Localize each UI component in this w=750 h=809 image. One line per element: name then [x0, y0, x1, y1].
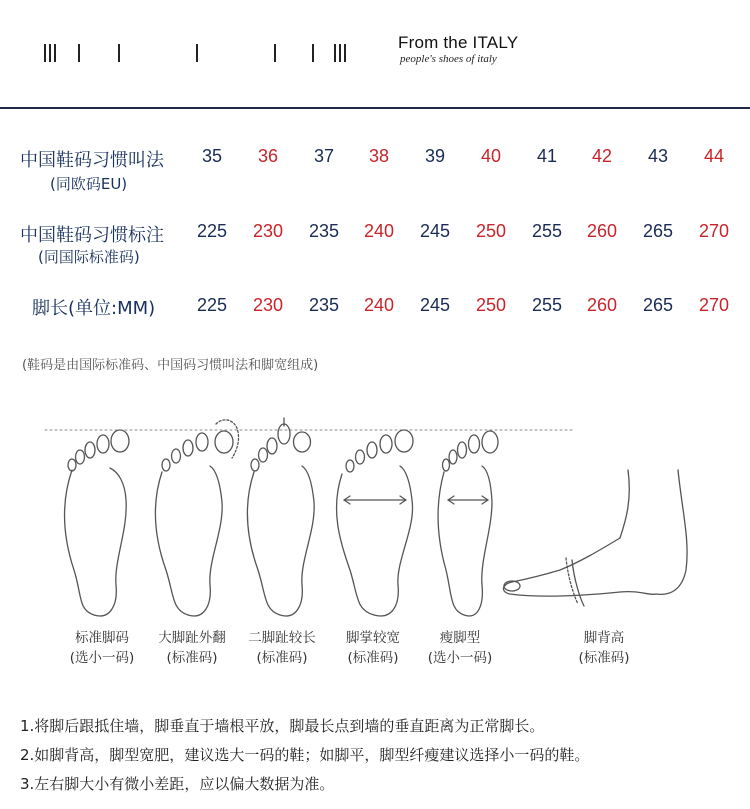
row-label: 脚长(单位:MM): [32, 298, 156, 319]
foot-standard-icon: [65, 430, 129, 616]
size-cell: 235: [308, 221, 340, 241]
size-cell: 270: [698, 295, 730, 315]
size-cell: 39: [424, 146, 446, 166]
size-cell: 270: [698, 221, 730, 241]
foot-type-advice: (选小一码): [427, 650, 493, 666]
measuring-tips: [20, 716, 589, 803]
size-cell: 230: [252, 221, 284, 241]
row-label: 中国鞋码习惯叫法: [20, 150, 164, 171]
foot-type-advice: (标准码): [166, 650, 218, 666]
row-sublabel: (同欧码EU): [50, 175, 128, 193]
size-cell: 250: [475, 221, 507, 241]
size-cell: 40: [480, 146, 502, 166]
size-row-eu: [0, 140, 750, 200]
size-cell: 260: [586, 221, 618, 241]
foot-high-instep-icon: [503, 470, 687, 606]
foot-bunion-icon: [155, 420, 238, 616]
foot-type-label: 二脚趾较长: [248, 630, 316, 646]
row-sublabel: (同国际标准码): [38, 248, 140, 266]
foot-type-label: 瘦脚型: [439, 630, 481, 646]
foot-type-advice: (标准码): [256, 650, 308, 666]
header: [0, 0, 750, 108]
size-cell: 38: [368, 146, 390, 166]
foot-long-second-toe-icon: [247, 418, 314, 616]
size-cell: 235: [308, 295, 340, 315]
size-row-standard: [0, 215, 750, 275]
size-cell: 37: [313, 146, 335, 166]
size-row-foot-length: [0, 290, 750, 350]
row-label: 中国鞋码习惯标注: [20, 225, 164, 246]
brand-subtitle: people's shoes of italy: [400, 53, 497, 65]
size-cell: 255: [531, 295, 563, 315]
foot-type-advice: (选小一码): [69, 650, 135, 666]
size-note: (鞋码是由国际标准码、中国码习惯叫法和脚宽组成): [22, 358, 319, 373]
size-cell: 43: [647, 146, 669, 166]
size-cell: 230: [252, 295, 284, 315]
tip-line: 3.左右脚大小有微小差距，应以偏大数据为准。: [20, 775, 335, 793]
foot-type-label: 大脚趾外翻: [158, 630, 226, 646]
tip-line: 2.如脚背高，脚型宽肥，建议选大一码的鞋；如脚平，脚型纤瘦建议选择小一码的鞋。: [20, 746, 590, 764]
size-cell: 255: [531, 221, 563, 241]
foot-type-label: 标准脚码: [75, 630, 129, 646]
size-cell: 245: [419, 221, 451, 241]
size-cell: 225: [196, 295, 228, 315]
foot-type-advice: (标准码): [578, 650, 630, 666]
size-cell: 240: [363, 221, 395, 241]
brand-title: From the ITALY: [398, 33, 519, 52]
size-cell: 260: [586, 295, 618, 315]
foot-type-advice: (标准码): [347, 650, 399, 666]
foot-slim-icon: [438, 431, 498, 616]
header-divider: [0, 107, 750, 109]
size-cell: 35: [201, 146, 223, 166]
size-cell: 41: [536, 146, 558, 166]
size-cell: 42: [591, 146, 613, 166]
size-cell: 44: [703, 146, 725, 166]
size-cell: 265: [642, 221, 674, 241]
size-cell: 245: [419, 295, 451, 315]
size-cell: 250: [475, 295, 507, 315]
size-cell: 265: [642, 295, 674, 315]
foot-type-label: 脚背高: [583, 630, 625, 646]
size-cell: 240: [363, 295, 395, 315]
size-cell: 225: [196, 221, 228, 241]
tip-line: 1.将脚后跟抵住墙，脚垂直于墙根平放，脚最长点到墙的垂直距离为正常脚长。: [20, 717, 545, 735]
foot-type-label: 脚掌较宽: [346, 630, 400, 646]
foot-wide-icon: [337, 430, 413, 616]
size-cell: 36: [257, 146, 279, 166]
